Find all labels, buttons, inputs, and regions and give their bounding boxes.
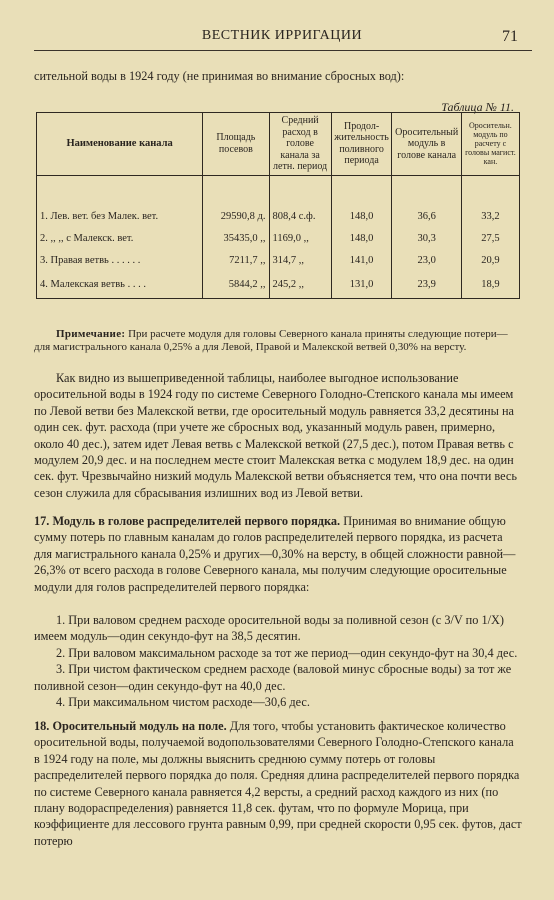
cell-module-calc: 33,2	[461, 206, 519, 228]
col-header-module: Оросительный модуль в голове канала	[392, 113, 461, 176]
cell-name: 3. Правая ветвь . . . . . .	[37, 250, 203, 272]
cell-module-calc: 18,9	[461, 272, 519, 299]
list-item	[34, 645, 522, 661]
cell-duration: 148,0	[331, 228, 392, 250]
list-item	[34, 661, 522, 694]
running-header	[30, 28, 534, 50]
list-item-text: 1. При валовом среднем расходе оросительной воды за поливной сезон (с 3/V по 1/X) имеем модуль—один секундо-фут на 38,5 десятин.	[34, 613, 504, 644]
cell-flow: 808,4 с.ф.	[269, 206, 331, 228]
cell-duration: 141,0	[331, 250, 392, 272]
note-text: При расчете модуля для головы Северного канала приняты следующие потери—для магистрального канала 0,25% а для Левой, Правой и Малекской ветвей 0,30% на версту.	[34, 328, 508, 353]
section-18-heading: 18. Оросительный модуль на поле.	[34, 719, 227, 733]
paragraph-analysis-text: Как видно из вышеприведенной таблицы, наиболее выгодное использование оросительной воды в 1924 году по системе Северного Голодно-Степского канала мы имеем по Левой ветви без Малекской ветви, где оросительный модуль равняется 33,2 десятины на один сек. фут. расхода (при учете же сбросных вод, указанный модуль равен, примерно, около 40 дес.), затем идет Левая ветвь с Малекской веткой (27,5 дес.), потом Правая ветвь с модулем 20,9 дес. и на последнем месте стоит Малекская ветка с модулем 18,9 дес. на один сек. фут. Чрезвычайно низкий модуль Малекской ветви объясняется тем, что она почти весь сезон служила для сбрасывания излишних вод из Левой ветви.	[34, 371, 517, 500]
table-row	[37, 272, 520, 299]
cell-area: 29590,8 д.	[203, 206, 269, 228]
intro-line: сительной воды в 1924 году (не принимая во внимание сбросных вод):	[34, 69, 405, 83]
cell-flow: 245,2 ,,	[269, 272, 331, 299]
col-header-flow: Средний расход в голове канала за летн. период	[269, 113, 331, 176]
section-18	[34, 718, 522, 849]
list-item-text: 4. При максимальном чистом расходе—30,6 дес.	[56, 695, 310, 710]
cell-module: 36,6	[392, 206, 461, 228]
cell-duration: 148,0	[331, 206, 392, 228]
col-header-module-calc: Оросительн. модуль по расчету с головы магист. кан.	[461, 113, 519, 176]
cell-module-calc: 27,5	[461, 228, 519, 250]
paragraph-analysis	[34, 370, 522, 501]
cell-module: 23,0	[392, 250, 461, 272]
table-row	[37, 228, 520, 250]
cell-area: 5844,2 ,,	[203, 272, 269, 299]
cell-area: 7211,7 ,,	[203, 250, 269, 272]
table-caption: Таблица № 11.	[441, 100, 514, 114]
col-header-name: Наименование канала	[37, 113, 203, 176]
table-note	[34, 328, 522, 353]
col-header-duration: Продол-жительность поливного периода	[331, 113, 392, 176]
cell-module-calc: 20,9	[461, 250, 519, 272]
section-17	[34, 513, 522, 595]
col-header-area: Площадь посевов	[203, 113, 269, 176]
note-label: Примечание:	[56, 328, 126, 340]
list-item	[34, 612, 522, 645]
list-item-text: 2. При валовом максимальном расходе за тот же период—один секундо-фут на 30,4 дес.	[56, 645, 518, 660]
list-item	[34, 694, 522, 710]
cell-name: 2. ,, ,, с Малекск. вет.	[37, 228, 203, 250]
page-number: 71	[502, 28, 518, 45]
table-row	[37, 206, 520, 228]
cell-module: 23,9	[392, 272, 461, 299]
section-17-items	[34, 612, 522, 710]
header-rule	[34, 50, 532, 51]
table-header-row	[37, 113, 520, 176]
cell-module: 30,3	[392, 228, 461, 250]
cell-flow: 1169,0 ,,	[269, 228, 331, 250]
cell-area: 35435,0 ,,	[203, 228, 269, 250]
cell-name: 1. Лев. вет. без Малек. вет.	[37, 206, 203, 228]
table-row	[37, 250, 520, 272]
list-item-text: 3. При чистом фактическом среднем расходе (валовой минус сбросные воды) за тот же поливной сезон—один секундо-фут на 40,0 дес.	[34, 662, 512, 693]
table-spacer-row	[37, 175, 520, 206]
data-table	[36, 112, 520, 299]
section-17-text: Принимая во внимание общую сумму потерь по главным каналам до голов распределителей первого порядка, из расчета для магистрального канала 0,25% и других—0,30% на версту, в общей сложности равной—26,3% от всего расхода в голове Северного канала, мы получим следующие оросительные модули для голов распределителей первого порядка:	[34, 514, 516, 594]
section-17-heading: 17. Модуль в голове распределителей первого порядка.	[34, 514, 341, 528]
section-18-text: Для того, чтобы установить фактическое количество оросительной воды, получаемой водопользователями Северного Голодно-Степского канала в 1924 году на поле, мы должны выяснить среднюю сумму потерь от головы распределителей первого порядка до поля. Средняя длина распределителей первого порядка по системе Северного канала равняется 4,2 версты, а средний расход каждого из них (по плану водораспределения) равняется 11,8 сек. футам, что по формуле Морица, при коэффициенте для лессового грунта равным 0,99, при средней скорости 0,95 сек. футов, даст потерю	[34, 719, 522, 848]
journal-title: ВЕСТНИК ИРРИГАЦИИ	[201, 28, 363, 43]
cell-duration: 131,0	[331, 272, 392, 299]
cell-name: 4. Малекская ветвь . . . .	[37, 272, 203, 299]
cell-flow: 314,7 ,,	[269, 250, 331, 272]
